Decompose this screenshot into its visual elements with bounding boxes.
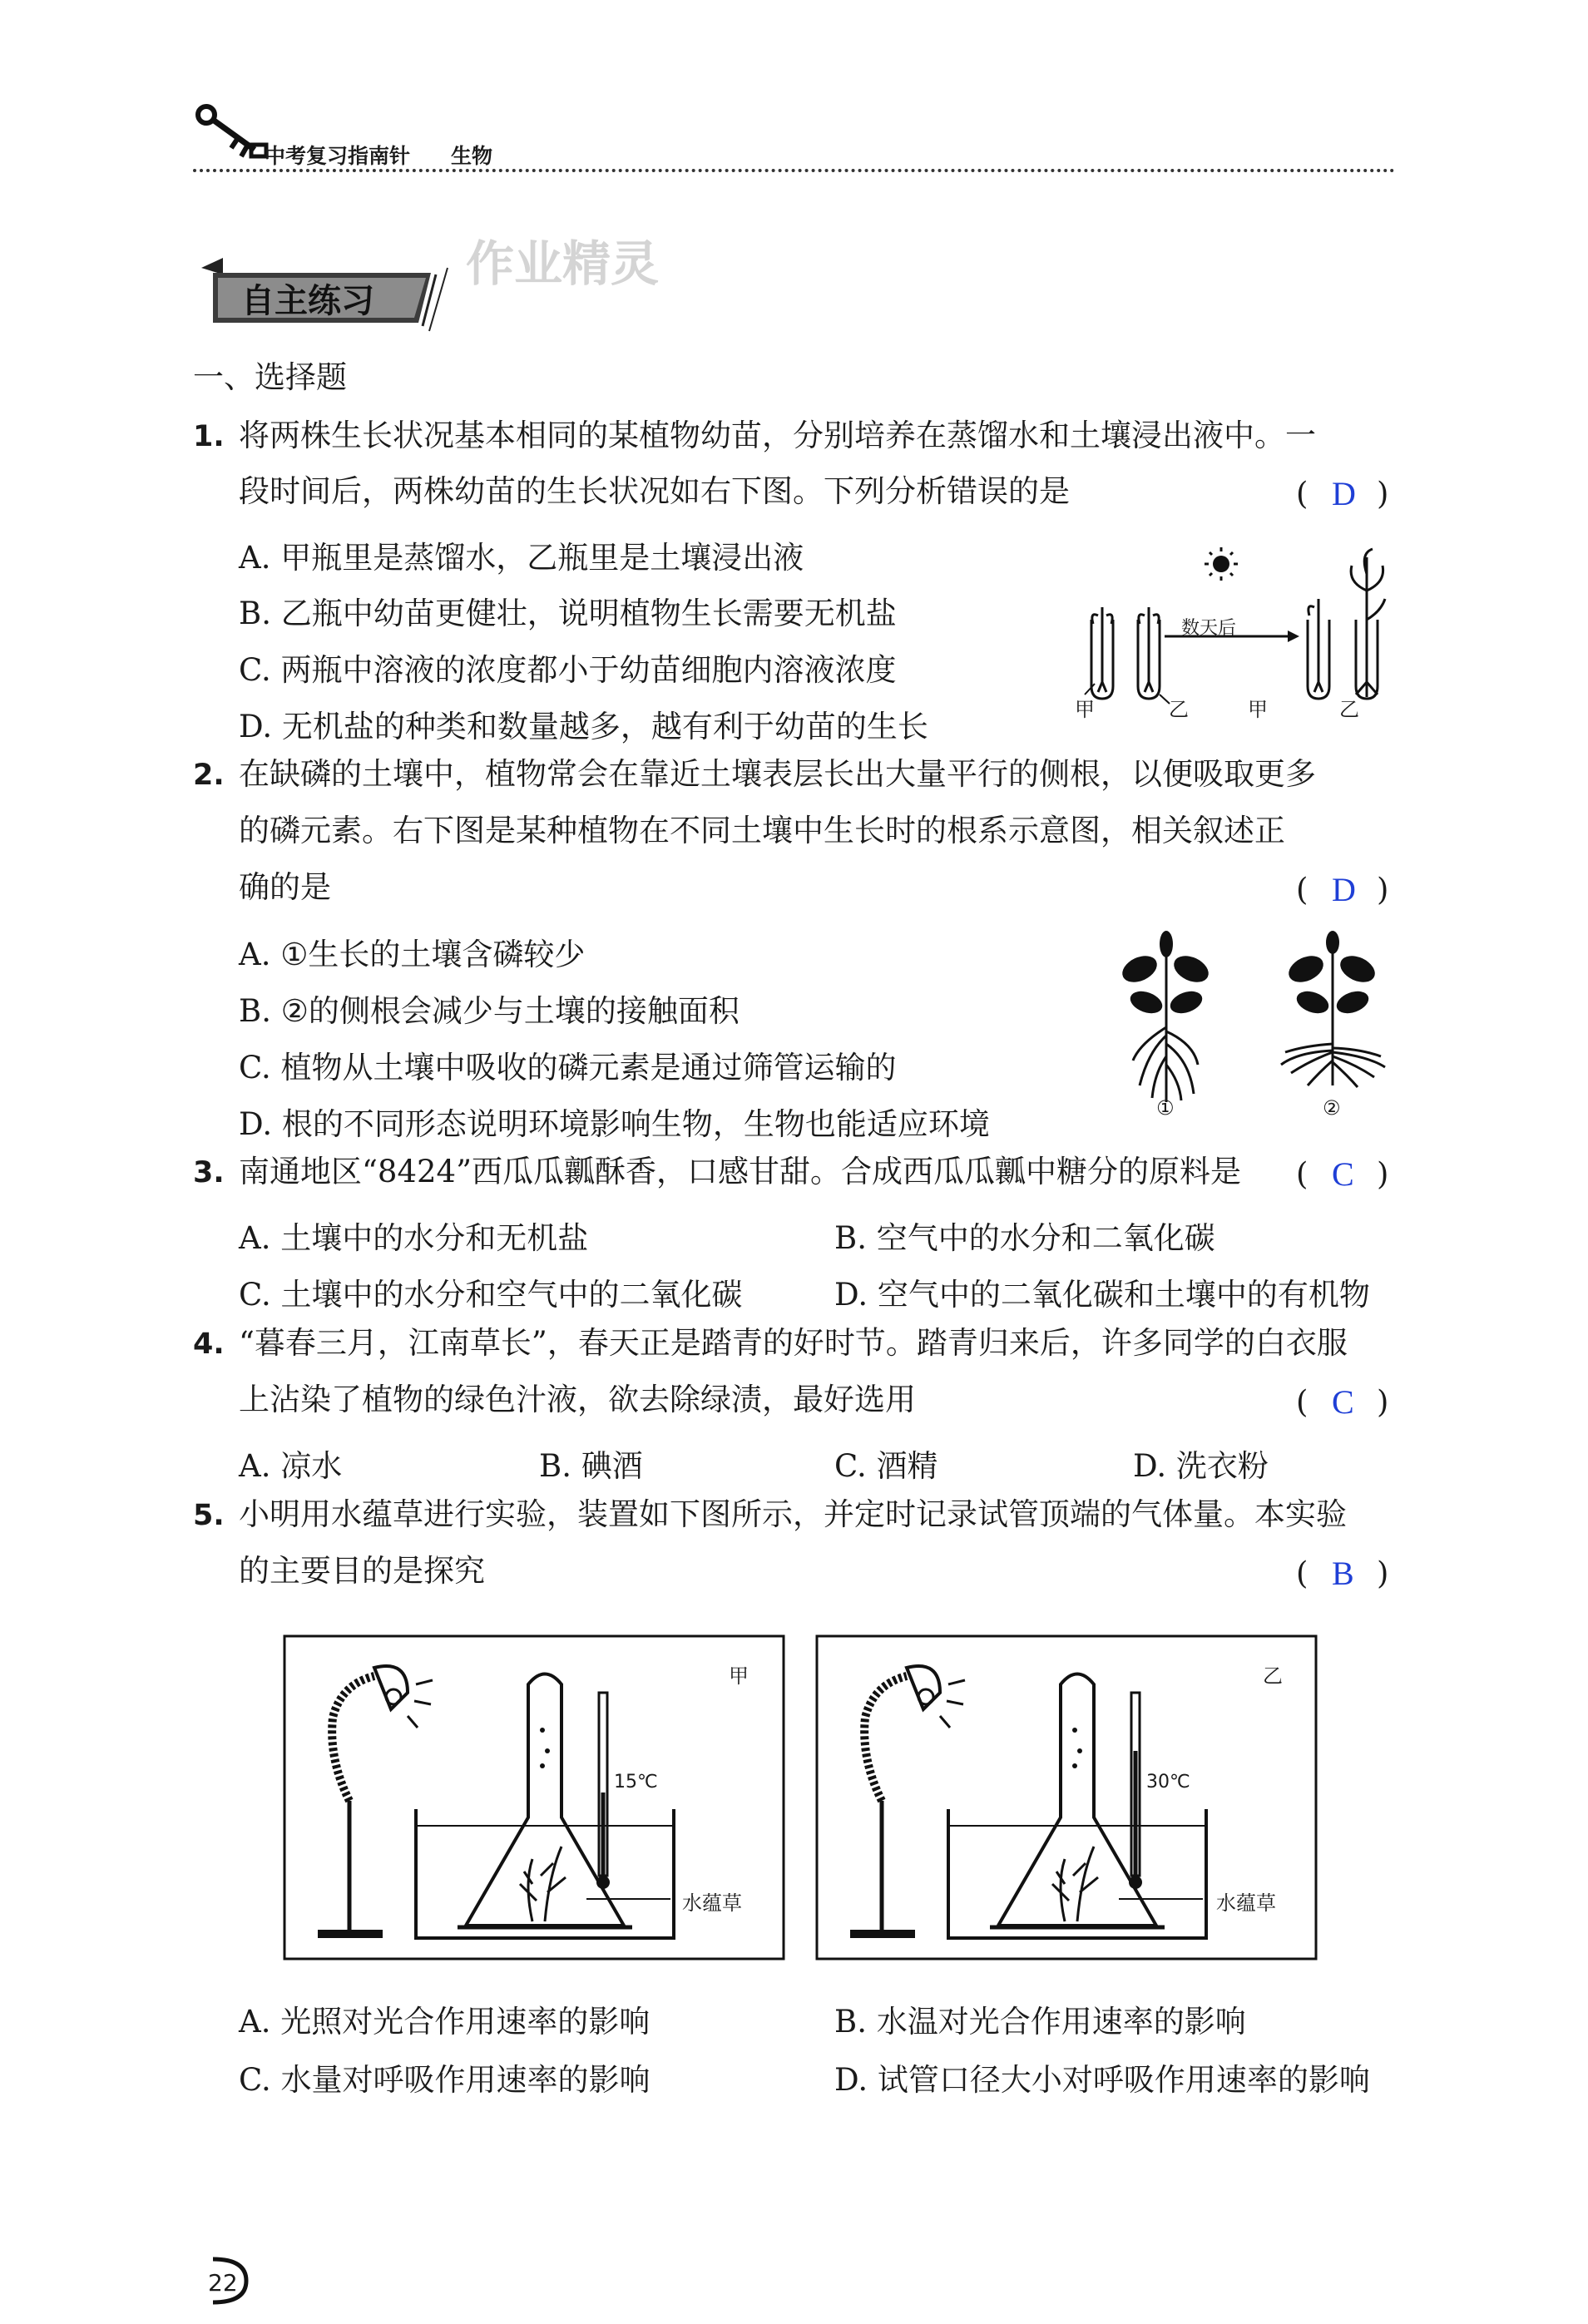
q5-stem-line2: 的主要目的是探究	[239, 1553, 485, 1589]
q2-answer-paren-open: (	[1296, 872, 1308, 907]
q1-answer-paren-open: (	[1296, 476, 1308, 512]
q4-option-c: C. 酒精	[834, 1448, 938, 1484]
q4-option-a: A. 凉水	[239, 1448, 343, 1484]
q4-stem-line1: “暮春三月，江南草长”，春天正是踏青的好时节。踏青归来后，许多同学的白衣服	[239, 1325, 1348, 1361]
q4-answer-paren-close: )	[1377, 1384, 1389, 1420]
q1-label-jia-2: 甲	[1248, 698, 1268, 721]
q5-panel-yi-temp: 30℃	[1146, 1772, 1190, 1792]
q4-answer: C	[1332, 1383, 1354, 1421]
q1-option-c: C. 两瓶中溶液的浓度都小于幼苗细胞内溶液浓度	[239, 652, 897, 688]
q4-option-d: D. 洗衣粉	[1133, 1448, 1269, 1484]
q5-answer-paren-open: (	[1296, 1555, 1308, 1591]
q5-stem-line1: 小明用水蕴草进行实验，装置如下图所示，并定时记录试管顶端的气体量。本实验	[239, 1496, 1347, 1532]
q4-option-b: B. 碘酒	[539, 1448, 643, 1484]
q1-label-jia-1: 甲	[1075, 698, 1095, 721]
q3-option-a: A. 土壤中的水分和无机盐	[239, 1220, 589, 1256]
q2-answer: D	[1332, 871, 1356, 908]
q1-option-b: B. 乙瓶中幼苗更健壮，说明植物生长需要无机盐	[239, 596, 897, 631]
q1-answer: D	[1332, 475, 1356, 512]
key-icon	[190, 98, 273, 165]
q1-stem-line1: 将两株生长状况基本相同的某植物幼苗，分别培养在蒸馏水和土壤浸出液中。一	[239, 418, 1316, 453]
q1-option-d: D. 无机盐的种类和数量越多，越有利于幼苗的生长	[239, 709, 928, 744]
q4-answer-paren-open: (	[1296, 1384, 1308, 1420]
q2-label-1: ①	[1156, 1096, 1175, 1120]
q3-answer: C	[1332, 1155, 1354, 1193]
q5-option-c: C. 水量对呼吸作用速率的影响	[239, 2062, 651, 2098]
q5-answer: B	[1332, 1555, 1354, 1592]
header-book-title: 中考复习指南针	[265, 144, 411, 168]
q5-option-d: D. 试管口径大小对呼吸作用速率的影响	[834, 2062, 1370, 2098]
q5-panel-jia-temp: 15℃	[614, 1772, 658, 1792]
q4-stem-line2: 上沾染了植物的绿色汁液，欲去除绿渍，最好选用	[239, 1382, 916, 1417]
q5-panel-yi-tag: 乙	[1263, 1664, 1283, 1688]
q2-answer-paren-close: )	[1377, 872, 1389, 907]
q5-panel-jia-plant-label: 水蕴草	[682, 1891, 742, 1915]
q2-stem-line3: 确的是	[239, 869, 331, 905]
part-title: 一、选择题	[193, 359, 347, 395]
q1-label-yi-2: 乙	[1339, 698, 1359, 721]
q5-panel-jia-tag: 甲	[729, 1664, 749, 1688]
q2-option-b: B. ②的侧根会减少与土壤的接触面积	[239, 993, 740, 1029]
q3-number: 3.	[193, 1156, 225, 1189]
q3-option-c: C. 土壤中的水分和空气中的二氧化碳	[239, 1277, 743, 1313]
q2-option-a: A. ①生长的土壤含磷较少	[239, 937, 586, 972]
q2-root-figure	[1115, 919, 1389, 1102]
q1-stem-line2: 段时间后，两株幼苗的生长状况如右下图。下列分析错误的是	[239, 473, 1070, 509]
q1-number: 1.	[193, 420, 225, 453]
header-divider	[193, 169, 1395, 172]
q5-answer-paren-close: )	[1377, 1555, 1389, 1591]
header-subject: 生物	[451, 144, 493, 168]
q2-stem-line1: 在缺磷的土壤中，植物常会在靠近土壤表层长出大量平行的侧根，以便吸取更多	[239, 756, 1316, 792]
q2-option-c: C. 植物从土壤中吸收的磷元素是通过筛管运输的	[239, 1050, 897, 1085]
q3-answer-paren-open: (	[1296, 1156, 1308, 1192]
q1-answer-paren-close: )	[1377, 476, 1389, 512]
q2-option-d: D. 根的不同形态说明环境影响生物，生物也能适应环境	[239, 1106, 990, 1142]
q3-option-d: D. 空气中的二氧化碳和土壤中的有机物	[834, 1277, 1370, 1313]
q2-number: 2.	[193, 759, 225, 792]
q5-option-b: B. 水温对光合作用速率的影响	[834, 2004, 1246, 2040]
page-number: 22	[208, 2269, 238, 2297]
q1-option-a: A. 甲瓶里是蒸馏水，乙瓶里是土壤浸出液	[239, 540, 804, 576]
q5-option-a: A. 光照对光合作用速率的影响	[239, 2004, 651, 2040]
watermark: 作业精灵	[466, 235, 660, 292]
q1-label-yi-1: 乙	[1169, 698, 1189, 721]
q3-option-b: B. 空气中的水分和二氧化碳	[834, 1220, 1215, 1256]
q5-number: 5.	[193, 1499, 225, 1532]
q2-label-2: ②	[1323, 1096, 1341, 1120]
q3-answer-paren-close: )	[1377, 1156, 1389, 1192]
section-banner-label: 自主练习	[241, 282, 374, 320]
q4-number: 4.	[193, 1328, 225, 1361]
q2-stem-line2: 的磷元素。右下图是某种植物在不同土壤中生长时的根系示意图，相关叙述正	[239, 813, 1285, 848]
q3-stem: 南通地区“8424”西瓜瓜瓤酥香，口感甘甜。合成西瓜瓜瓤中糖分的原料是	[239, 1154, 1241, 1189]
q1-arrow-label: 数天后	[1181, 618, 1237, 639]
q5-panel-yi-plant-label: 水蕴草	[1216, 1891, 1276, 1915]
